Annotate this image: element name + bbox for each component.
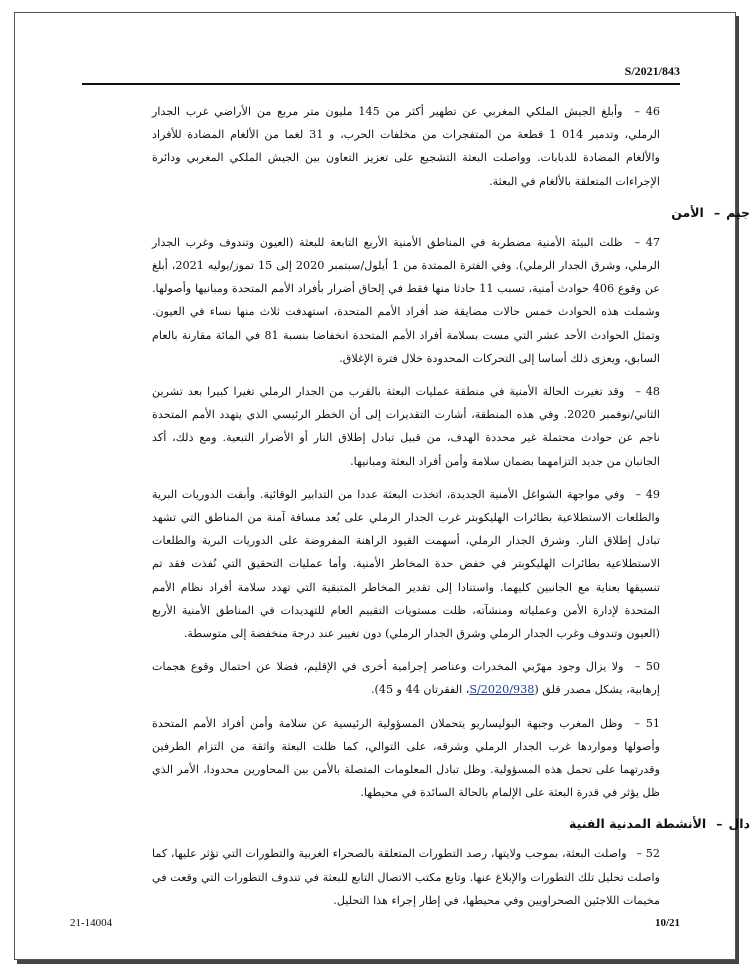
document-link[interactable]: S/2020/938 xyxy=(469,683,535,697)
paragraph-49 xyxy=(152,483,660,645)
paragraph-text: وفي مواجهة الشواغل الأمنية الجديدة، اتخذت البعثة عددا من التدابير الوقائية. وأبقت الدوريات البرية والطلعات الاستطلاعية بطائرات الهليكوبتر غرب الجدار الرملي على بُعد مسافة آمنة من المناطق التي تشهد تبادل إطلاق النار. وشرق الجدار الرملي، أسهمت القيود الراهنة المفروضة على الدوريات البرية والطلعات الاستطلاعية بطائرات الهليكوبتر في خفض حدة المخاطر الأمنية. وأما عمليات التحقيق التي نُفذت فقد تم تنسيقها بعناية مع الجانبين كليهما. واستنادا إلى تقدير المخاطر المتبقية التي تهدد سلامة أفراد نظام الأمم المتحدة لإدارة الأمن وعملياته ومنشآته، ظلت مستويات التقييم العام للتهديدات في المناطق الأمنية الأربع (العيون وتندوف وغرب الجدار الرملي وشرق الجدار الرملي) دون تغيير عند درجة منخفضة إلى متوسطة. xyxy=(152,487,660,641)
footer-document-code: 21-14004 xyxy=(70,917,113,929)
paragraph-text: واصلت البعثة، بموجب ولايتها، رصد التطورات المتعلقة بالصحراء الغربية والتطورات التي تؤثر عليها، كما واصلت تحليل تلك التطورات والإبلاغ عنها. وتابع مكتب الاتصال التابع للبعثة في تندوف التطورات التي وقعت في مخيمات اللاجئين الصحراويين وفي محيطها، في إطار إجراء هذا التحليل. xyxy=(152,847,660,907)
paragraph-48 xyxy=(152,380,660,473)
paragraph-number: 46 – xyxy=(634,105,660,118)
paragraph-46 xyxy=(152,100,660,193)
section-heading-civil-affairs xyxy=(152,814,750,834)
paragraph-52 xyxy=(152,842,660,912)
footer-page-number: 10/21 xyxy=(654,917,680,929)
section-letter: جيم xyxy=(726,204,750,220)
section-title: الأنشطة المدنية الفنية xyxy=(569,816,707,832)
paragraph-text: وأبلغ الجيش الملكي المغربي عن تطهير أكثر من 145 مليون متر مربع من الأراضي غرب الجدار الرملي، وتدمير 014 1 قطعة من المتفجرات من مخلفات الحرب، و 31 لغما من الألغام المضادة للأفراد والألغام المضادة للدبابات. وواصلت البعثة التشجيع على تعزيز التعاون بين الجيش الملكي المغربي ودائرة الإجراءات المتعلقة بالألغام في البعثة. xyxy=(152,105,660,188)
paragraph-text: وظل المغرب وجبهة البوليساريو يتحملان المسؤولية الرئيسية عن سلامة وأمن أفراد الأمم المتحدة وأصولها ومواردها غرب الجدار الرملي وشرقه، على التوالي، كما ظلت البعثة واثقة من التزام الطرفين وقدرتهما على تحمل هذه المسؤولية. وظل تبادل المعلومات المتصلة بالأمن بين المحاورين محدودا، الأمر الذي ظل يؤثر في قدرة البعثة على الإلمام بالحالة السائدة في محيطها. xyxy=(152,716,660,800)
section-heading-security xyxy=(152,203,750,223)
paragraph-number: 51 – xyxy=(634,716,660,730)
paragraph-51 xyxy=(152,712,660,805)
paragraph-text: ظلت البيئة الأمنية مضطربة في المناطق الأمنية الأربع التابعة للبعثة (العيون وتندوف وغرب الجدار الرملي، وشرق الجدار الرملي). وفي الفترة الممتدة من 1 أيلول/سبتمبر 2020 إلى 15 تموز/يوليه 2021، أبلغ عن وقوع 406 حوادث أمنية، تسبب 11 حادثا منها فقط في إلحاق أضرار بأفراد الأمم المتحدة ومبانيها وأصولها. وشملت هذه الحوادث خمس حالات مضايقة ضد أفراد الأمم المتحدة، استهدفت ثلاث منها نساء في العيون. وتمثل الحوادث الأحد عشر التي مست بسلامة أفراد الأمم المتحدة انخفاضا بنسبة 81 في المائة مقارنة بالعام السابق، ويعزى ذلك أساسا إلى التحركات المحدودة خلال فترة الإغلاق. xyxy=(152,235,661,365)
paragraph-text: وقد تغيرت الحالة الأمنية في منطقة عمليات البعثة بالقرب من الجدار الرملي تغيرا كبيرا بعد تشرين الثاني/نوفمبر 2020. وفي هذه المنطقة، أشارت التقديرات إلى أن الخطر الرئيسي الذي يتهدد الأمم المتحدة ناجم عن حوادث محتملة غير محددة الهدف، من قبيل تبادل إطلاق النار أو الأضرار التبعية. ومع ذلك، أكد الجانبان من جديد التزامهما بضمان سلامة وأمن أفراد البعثة ومبانيها. xyxy=(152,385,660,468)
paragraph-text: ولا يزال وجود مهرّبي المخدرات وعناصر إجرامية أخرى في الإقليم، فضلا عن احتمال وقوع هجمات إرهابية، يشكل مصدر قلق ( xyxy=(152,660,660,697)
paragraph-number: 50 – xyxy=(634,660,661,674)
document-body xyxy=(152,100,750,922)
paragraph-text-end: ، الفقرتان 44 و 45). xyxy=(370,683,470,697)
section-dash: – xyxy=(713,204,721,220)
section-letter: دال xyxy=(728,816,750,832)
paragraph-number: 52 – xyxy=(636,847,661,861)
document-symbol: S/2021/843 xyxy=(624,64,680,78)
section-title: الأمن xyxy=(671,204,704,220)
paragraph-number: 47 – xyxy=(634,235,660,249)
paragraph-47 xyxy=(152,231,660,370)
section-dash: – xyxy=(716,816,723,832)
paragraph-50 xyxy=(152,655,660,701)
header-rule xyxy=(82,83,680,85)
paragraph-number: 49 – xyxy=(635,487,660,501)
paragraph-number: 48 – xyxy=(635,385,661,399)
